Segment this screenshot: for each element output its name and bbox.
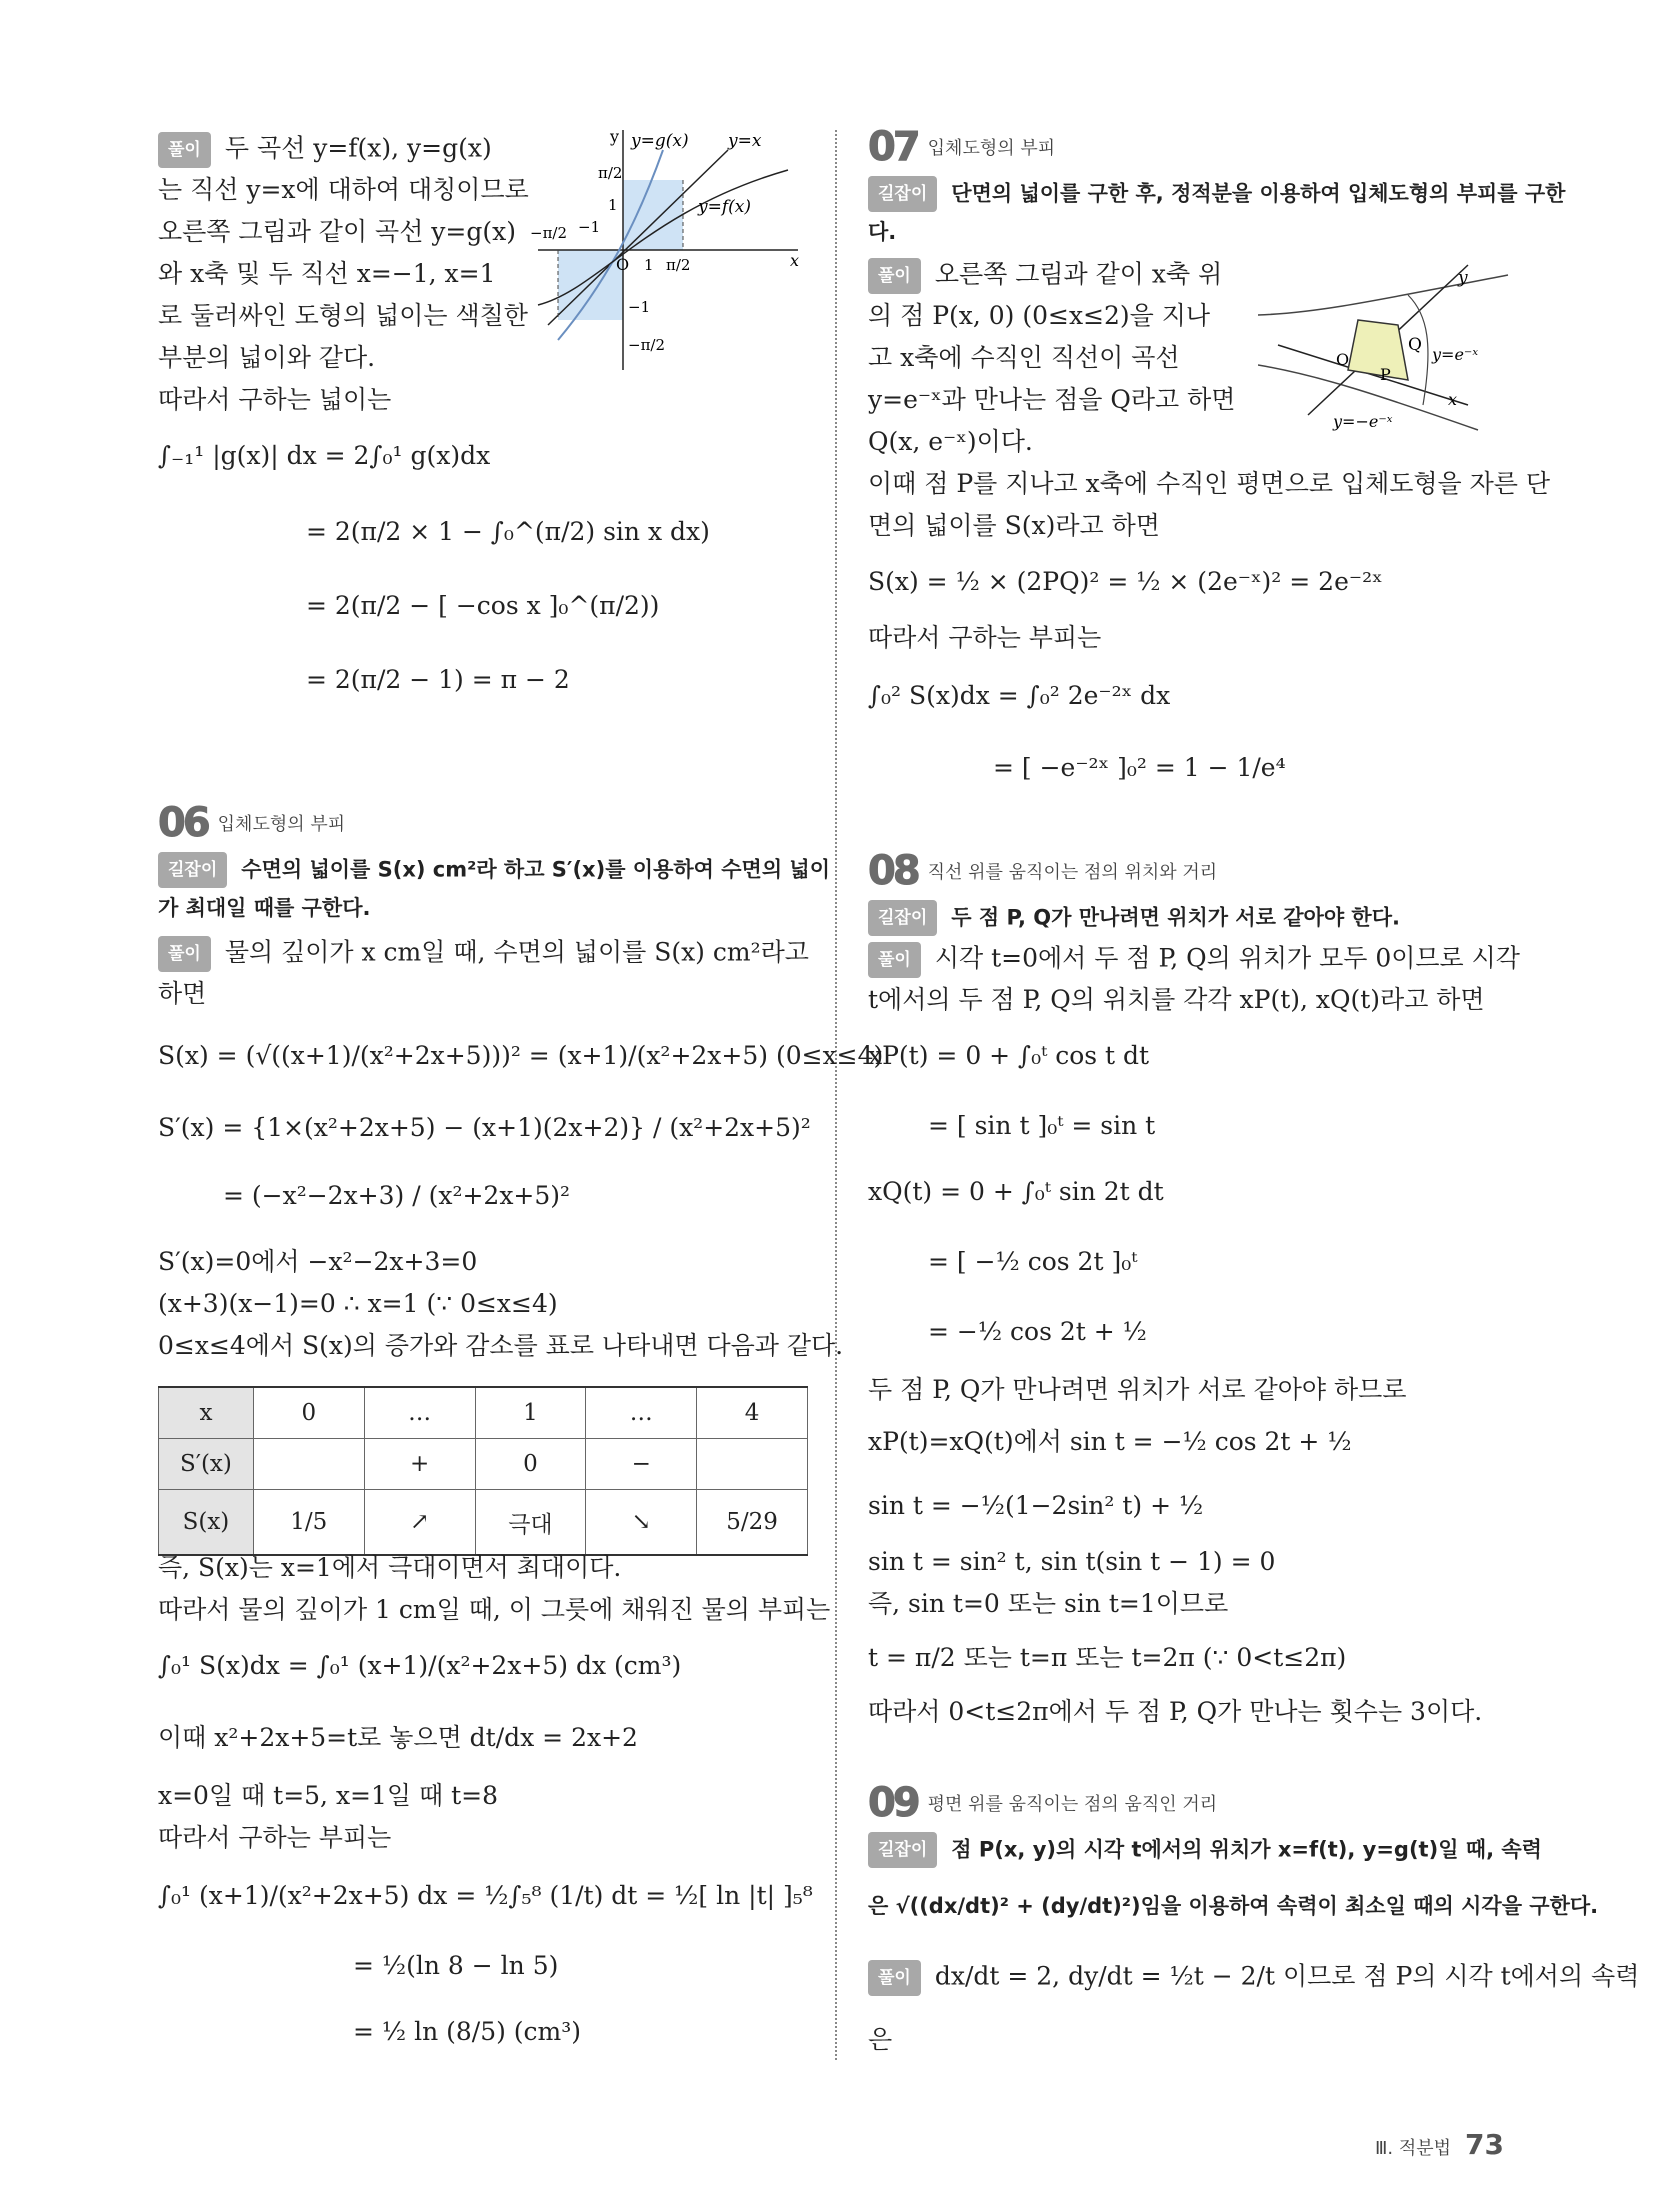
table-cell: 1	[475, 1387, 586, 1439]
graph-label-neg1-y: −1	[628, 298, 651, 316]
fig-label-x: x	[1448, 390, 1458, 409]
p06-after-2: 따라서 물의 깊이가 1 cm일 때, 이 그릇에 채워진 물의 부피는	[158, 1595, 831, 1624]
sol05-line-5: 로 둘러싸인 도형의 넓이는 색칠한	[158, 301, 528, 330]
table-cell: 0	[475, 1439, 586, 1490]
table-cell: S(x)	[159, 1490, 254, 1556]
problem-08-header	[868, 848, 1217, 894]
solution-tag: 풀이	[868, 942, 921, 978]
p09-hint-line-1: 길잡이 점 P(x, y)의 시각 t에서의 위치가 x=f(t), y=g(t)일 때, 속력	[868, 1832, 1542, 1868]
p07-hint-line-2: 다.	[868, 220, 897, 244]
table-cell: ↘	[586, 1490, 697, 1556]
p08-math-2: = [ sin t ]₀ᵗ = sin t	[928, 1111, 1156, 1140]
p08-sol-line-2: t에서의 두 점 P, Q의 위치를 각각 xP(t), xQ(t)라고 하면	[868, 985, 1485, 1014]
p06-after-4: 이때 x²+2x+5=t로 놓으면 dt/dx = 2x+2	[158, 1723, 638, 1752]
section-label: Ⅲ. 적분법	[1375, 2138, 1452, 2159]
solution-tag: 풀이	[158, 132, 211, 168]
sol05-math-1: ∫₋₁¹ |g(x)| dx = 2∫₀¹ g(x)dx	[158, 441, 491, 470]
p06-hint-line-1: 길잡이 수면의 넓이를 S(x) cm²라 하고 S′(x)를 이용하여 수면의 넓이	[158, 852, 830, 888]
p08-sol-line-1: 풀이 시각 t=0에서 두 점 P, Q의 위치가 모두 0이므로 시각	[868, 942, 1520, 978]
p06-math-6: 0≤x≤4에서 S(x)의 증가와 감소를 표로 나타내면 다음과 같다.	[158, 1331, 844, 1360]
sol05-line-2: 는 직선 y=x에 대하여 대칭이므로	[158, 175, 529, 204]
p08-hint-line-1: 길잡이 두 점 P, Q가 만나려면 위치가 서로 같아야 한다.	[868, 900, 1400, 936]
p07-sol-line-2: 의 점 P(x, 0) (0≤x≤2)을 지나	[868, 301, 1211, 330]
hint-tag: 길잡이	[868, 1832, 937, 1868]
table-cell: …	[364, 1387, 475, 1439]
p07-math-3: ∫₀² S(x)dx = ∫₀² 2e⁻²ˣ dx	[868, 681, 1171, 710]
p08-math-9: sin t = sin² t, sin t(sin t − 1) = 0	[868, 1547, 1276, 1576]
graph-label-origin: O	[616, 255, 630, 274]
graph-label-x: x	[790, 251, 800, 270]
graph-label-1-x: 1	[644, 256, 654, 274]
table-cell	[697, 1439, 808, 1490]
table-cell: ↗	[364, 1490, 475, 1556]
p07-sol-line-4: y=e⁻ˣ과 만나는 점을 Q라고 하면	[868, 385, 1236, 414]
sol05-graph	[528, 130, 808, 380]
problem-06-header	[158, 800, 345, 846]
problem-title: 입체도형의 부피	[927, 138, 1056, 159]
fig-label-curve-bottom: y=−e⁻ˣ	[1333, 412, 1393, 431]
graph-label-yx: y=x	[728, 131, 762, 151]
increase-decrease-table	[158, 1386, 808, 1556]
problem-title: 입체도형의 부피	[217, 814, 346, 835]
table-cell: …	[586, 1387, 697, 1439]
p09-sol-line-2: 은	[868, 2025, 893, 2054]
solution-tag: 풀이	[868, 1960, 921, 1996]
table-cell	[253, 1439, 364, 1490]
p06-after-6: 따라서 구하는 부피는	[158, 1823, 392, 1852]
graph-label-negpi2-y: −π/2	[628, 336, 666, 354]
problem-title: 평면 위를 움직이는 점의 움직인 거리	[927, 1794, 1218, 1815]
table-row	[159, 1387, 808, 1439]
table-cell: 4	[697, 1387, 808, 1439]
p08-math-12: 따라서 0<t≤2π에서 두 점 P, Q가 만나는 횟수는 3이다.	[868, 1697, 1483, 1726]
graph-label-g: y=g(x)	[631, 131, 689, 151]
p06-after-7: ∫₀¹ (x+1)/(x²+2x+5) dx = ½∫₅⁸ (1/t) dt = ½[ ln |t| ]₅⁸	[158, 1881, 813, 1910]
fig-label-q: Q	[1408, 335, 1422, 355]
problem-number: 06	[158, 800, 208, 846]
p07-sol-line-3: 고 x축에 수직인 직선이 곡선	[868, 343, 1180, 372]
fig-label-curve-top: y=e⁻ˣ	[1432, 345, 1479, 364]
table-row	[159, 1490, 808, 1556]
p07-hint-line-1: 길잡이 단면의 넓이를 구한 후, 정적분을 이용하여 입체도형의 부피를 구한	[868, 176, 1565, 212]
p08-math-4: = [ −½ cos 2t ]₀ᵗ	[928, 1247, 1138, 1276]
column-divider	[835, 130, 837, 2060]
p06-math-3: = (−x²−2x+3) / (x²+2x+5)²	[223, 1181, 571, 1210]
p06-after-8: = ½(ln 8 − ln 5)	[353, 1951, 559, 1980]
p07-sol-line-5: Q(x, e⁻ˣ)이다.	[868, 427, 1033, 456]
problem-07-header	[868, 124, 1055, 170]
p06-math-5: (x+3)(x−1)=0 ∴ x=1 (∵ 0≤x≤4)	[158, 1289, 558, 1318]
fig-label-o: O	[1336, 350, 1350, 369]
table-cell: −	[586, 1439, 697, 1490]
p06-after-5: x=0일 때 t=5, x=1일 때 t=8	[158, 1781, 498, 1810]
fig-label-y: y	[1458, 268, 1468, 288]
table-cell: +	[364, 1439, 475, 1490]
page-footer	[1375, 2128, 1504, 2161]
p07-sol-line-6: 이때 점 P를 지나고 x축에 수직인 평면으로 입체도형을 자른 단	[868, 469, 1551, 498]
p08-math-1: xP(t) = 0 + ∫₀ᵗ cos t dt	[868, 1041, 1150, 1070]
graph-label-pi2-y: π/2	[598, 164, 623, 182]
p06-after-9: = ½ ln (8/5) (cm³)	[353, 2017, 582, 2046]
p06-after-1: 즉, S(x)는 x=1에서 극대이면서 최대이다.	[158, 1553, 622, 1582]
p06-math-1: S(x) = (√((x+1)/(x²+2x+5)))² = (x+1)/(x²+2x+5) (0≤x≤4)	[158, 1041, 884, 1070]
table-cell: 1/5	[253, 1490, 364, 1556]
graph-label-neg1-x: −1	[578, 218, 601, 236]
solution-tag: 풀이	[868, 258, 921, 294]
table-cell: 0	[253, 1387, 364, 1439]
p08-math-3: xQ(t) = 0 + ∫₀ᵗ sin 2t dt	[868, 1177, 1164, 1206]
p08-math-5: = −½ cos 2t + ½	[928, 1317, 1147, 1346]
p09-hint-line-2: 은 √((dx/dt)² + (dy/dt)²)임을 이용하여 속력이 최소일 때의 시각을 구한다.	[868, 1894, 1599, 1918]
p07-math-2: 따라서 구하는 부피는	[868, 623, 1102, 652]
p07-math-1: S(x) = ½ × (2PQ)² = ½ × (2e⁻ˣ)² = 2e⁻²ˣ	[868, 567, 1383, 596]
sol05-line-3: 오른쪽 그림과 같이 곡선 y=g(x)	[158, 217, 516, 246]
table-cell: 5/29	[697, 1490, 808, 1556]
table-row	[159, 1439, 808, 1490]
table-cell: S′(x)	[159, 1439, 254, 1490]
p08-math-8: sin t = −½(1−2sin² t) + ½	[868, 1491, 1204, 1520]
p07-figure	[1258, 255, 1518, 435]
sol05-line-1: 풀이 두 곡선 y=f(x), y=g(x)	[158, 132, 492, 168]
page-number: 73	[1465, 2128, 1504, 2161]
problem-number: 08	[868, 848, 918, 894]
graph-label-pi2-x: π/2	[666, 256, 691, 274]
problem-number: 07	[868, 124, 918, 170]
p06-after-3: ∫₀¹ S(x)dx = ∫₀¹ (x+1)/(x²+2x+5) dx (cm³)	[158, 1651, 682, 1680]
problem-09-header	[868, 1780, 1217, 1826]
p08-math-11: t = π/2 또는 t=π 또는 t=2π (∵ 0<t≤2π)	[868, 1643, 1347, 1672]
problem-number: 09	[868, 1780, 918, 1826]
hint-tag: 길잡이	[868, 900, 937, 936]
p09-sol-line-1: 풀이 dx/dt = 2, dy/dt = ½t − 2/t 이므로 점 P의 시각 t에서의 속력	[868, 1960, 1639, 1996]
p06-math-2: S′(x) = {1×(x²+2x+5) − (x+1)(2x+2)} / (x²+2x+5)²	[158, 1113, 811, 1142]
graph-label-f: y=f(x)	[698, 197, 751, 217]
sol05-line-4: 와 x축 및 두 직선 x=−1, x=1	[158, 259, 496, 288]
sol05-line-6: 부분의 넓이와 같다.	[158, 343, 376, 372]
table-cell: 극대	[475, 1490, 586, 1556]
problem-title: 직선 위를 움직이는 점의 위치와 거리	[927, 862, 1218, 883]
sol05-line-7: 따라서 구하는 넓이는	[158, 385, 392, 414]
hint-tag: 길잡이	[158, 852, 227, 888]
p08-math-7: xP(t)=xQ(t)에서 sin t = −½ cos 2t + ½	[868, 1427, 1352, 1456]
sol05-math-3: = 2(π/2 − [ −cos x ]₀^(π/2))	[306, 591, 660, 620]
p07-sol-line-7: 면의 넓이를 S(x)라고 하면	[868, 511, 1160, 540]
sol05-math-4: = 2(π/2 − 1) = π − 2	[306, 665, 570, 694]
p08-math-6: 두 점 P, Q가 만나려면 위치가 서로 같아야 하므로	[868, 1375, 1407, 1404]
table-cell: x	[159, 1387, 254, 1439]
p07-sol-line-1: 풀이 오른쪽 그림과 같이 x축 위	[868, 258, 1222, 294]
p06-math-4: S′(x)=0에서 −x²−2x+3=0	[158, 1247, 478, 1276]
graph-label-1-y: 1	[608, 196, 618, 214]
p07-math-4: = [ −e⁻²ˣ ]₀² = 1 − 1/e⁴	[993, 753, 1286, 782]
p06-hint-line-2: 가 최대일 때를 구한다.	[158, 896, 371, 920]
hint-tag: 길잡이	[868, 176, 937, 212]
graph-label-y: y	[610, 130, 620, 146]
solution-tag: 풀이	[158, 936, 211, 972]
p08-math-10: 즉, sin t=0 또는 sin t=1이므로	[868, 1589, 1229, 1618]
sol05-math-2: = 2(π/2 × 1 − ∫₀^(π/2) sin x dx)	[306, 517, 710, 546]
graph-label-negpi2-x: −π/2	[530, 224, 568, 242]
p06-sol-line-2: 하면	[158, 979, 207, 1008]
fig-label-p: P	[1380, 365, 1391, 384]
p06-sol-line-1: 풀이 물의 깊이가 x cm일 때, 수면의 넓이를 S(x) cm²라고	[158, 936, 809, 972]
